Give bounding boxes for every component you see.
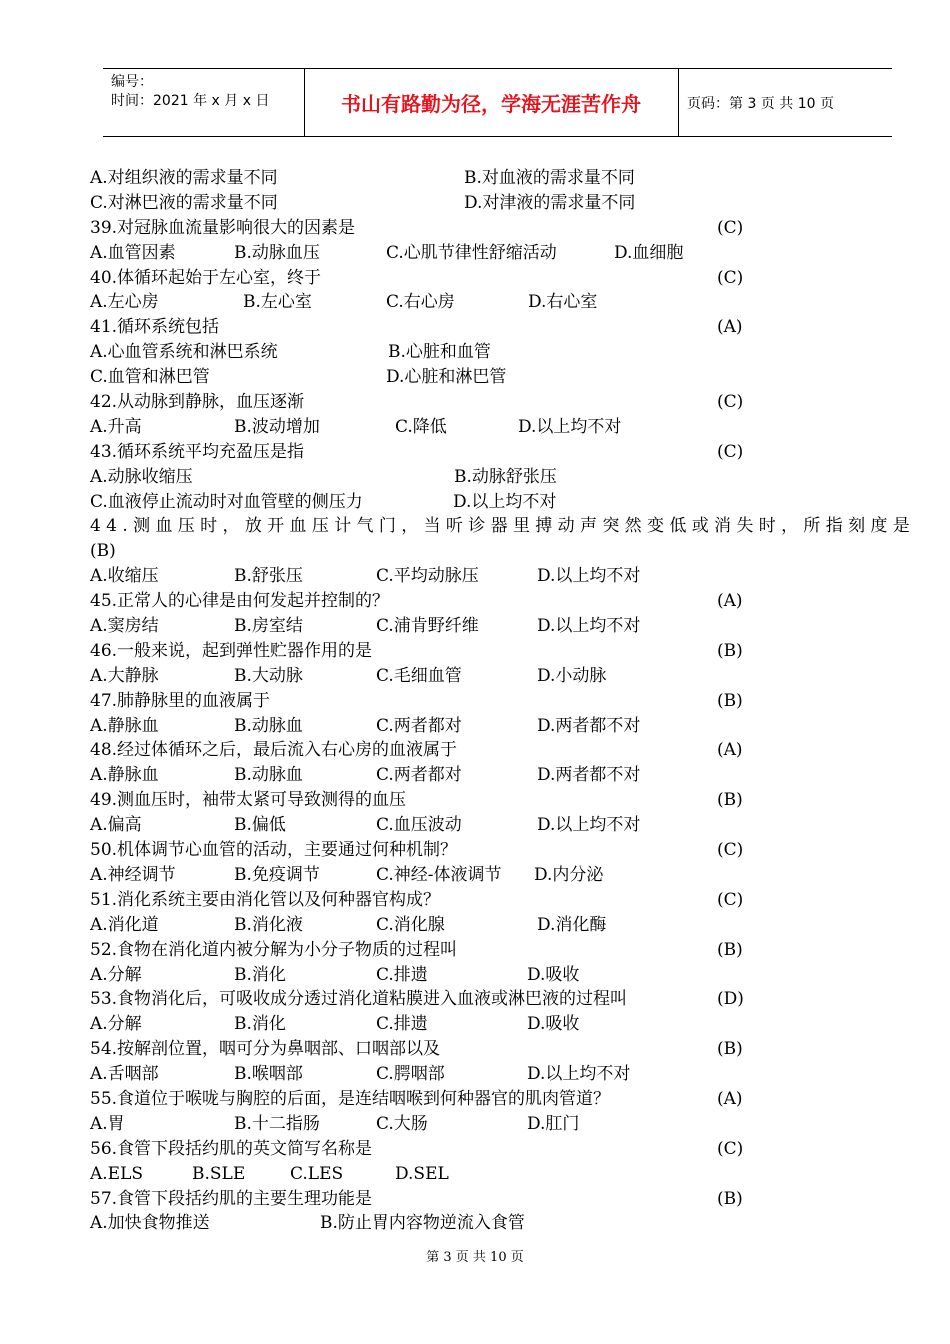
question-line [90, 564, 910, 589]
answer-label: (B) [717, 1188, 743, 1209]
question-line [90, 465, 910, 490]
line-text: D.以上均不对 [518, 416, 622, 437]
answer-label: (A) [717, 317, 743, 338]
line-text: A.ELS [90, 1163, 144, 1184]
line-text: 56.食管下段括约肌的英文简写名称是 [90, 1138, 373, 1159]
line-text: C.血管和淋巴管 [90, 367, 210, 388]
question-line [90, 664, 910, 689]
line-text: B.波动增加 [234, 416, 320, 437]
char: 放 [244, 516, 262, 537]
char: 动 [557, 516, 575, 537]
line-text: C.排遗 [376, 964, 428, 985]
line-text: A.血管因素 [90, 242, 176, 263]
line-text: 43.循环系统平均充盈压是指 [90, 441, 305, 462]
answer-label: (B) [717, 690, 743, 711]
question-line [90, 738, 910, 763]
char: 指 [825, 516, 843, 537]
line-text: D.以上均不对 [537, 815, 641, 836]
question-line [90, 216, 910, 241]
line-text: B.心脏和血管 [388, 342, 491, 363]
line-text: C.降低 [395, 416, 447, 437]
line-text: B.消化 [234, 1014, 286, 1035]
question-line [90, 440, 910, 465]
line-text: A.舌咽部 [90, 1064, 159, 1085]
question-line [90, 415, 910, 440]
question-line [90, 490, 910, 515]
line-text: B.动脉舒张压 [454, 466, 557, 487]
question-line [90, 1211, 910, 1236]
question-line [90, 1062, 910, 1087]
line-text: C.两者都对 [376, 715, 462, 736]
char: 器 [490, 516, 508, 537]
char: 失 [736, 516, 754, 537]
line-text: A.动脉收缩压 [90, 466, 193, 487]
line-text: B.免疫调节 [234, 864, 320, 885]
line-text: D.小动脉 [537, 665, 607, 686]
char: 或 [691, 516, 709, 537]
char: 气 [356, 516, 374, 537]
char: 刻 [848, 516, 866, 537]
char: 里 [512, 516, 530, 537]
line-text: D.内分泌 [534, 864, 604, 885]
answer-label: (B) [717, 640, 743, 661]
line-text: (B) [90, 541, 116, 562]
question-line [90, 1087, 910, 1112]
question-line [90, 863, 910, 888]
motto: 书山有路勤为径，学海无涯苦作舟 [341, 92, 641, 116]
line-text: B.动脉血 [234, 765, 303, 786]
line-text: 48.经过体循环之后，最后流入右心房的血液属于 [90, 740, 458, 761]
line-text: A.窦房结 [90, 616, 159, 637]
line-text: 46.一般来说，起到弹性贮器作用的是 [90, 640, 373, 661]
line-text: B.十二指肠 [234, 1113, 320, 1134]
char: 诊 [468, 516, 486, 537]
char: 4 [90, 516, 101, 537]
line-text: A.胃 [90, 1113, 125, 1134]
char: 度 [870, 516, 888, 537]
question-line [90, 514, 910, 539]
line-text: D.血细胞 [614, 242, 684, 263]
char: ， [222, 516, 240, 537]
line-text: A.静脉血 [90, 765, 159, 786]
question-line [90, 315, 910, 340]
line-text: B.防止胃内容物逆流入食管 [320, 1213, 525, 1234]
char: 是 [892, 516, 910, 537]
question-line [90, 788, 910, 813]
question-line [90, 689, 910, 714]
line-text: 52.食物在消化道内被分解为小分子物质的过程叫 [90, 939, 458, 960]
line-text: D.吸收 [527, 1014, 580, 1035]
char: 消 [714, 516, 732, 537]
char: 搏 [535, 516, 553, 537]
line-text: 54.按解剖位置，咽可分为鼻咽部、口咽部以及 [90, 1039, 441, 1060]
answer-label: (B) [717, 939, 743, 960]
line-text: A.对组织液的需求量不同 [90, 168, 278, 188]
answer-label: (B) [717, 1039, 743, 1060]
number-label: 编号： [111, 74, 153, 90]
line-text: B.舒张压 [234, 566, 303, 587]
line-text: A.消化道 [90, 914, 159, 935]
line-text: B.左心室 [243, 292, 312, 313]
char: 4 [106, 516, 117, 537]
question-line [90, 1137, 910, 1162]
line-text: D.以上均不对 [453, 491, 557, 512]
line-text: C.血压波动 [376, 815, 462, 836]
line-text: B.大动脉 [234, 665, 303, 686]
question-list [90, 166, 910, 1236]
line-text: 50.机体调节心血管的活动，主要通过何种机制？ [90, 840, 458, 861]
line-text: C.两者都对 [376, 765, 462, 786]
line-text: 57.食管下段括约肌的主要生理功能是 [90, 1188, 373, 1209]
line-text: C.排遗 [376, 1014, 428, 1035]
line-text: 39.对冠脉血流量影响很大的因素是 [90, 217, 356, 238]
page-header [103, 68, 892, 137]
line-text: A.分解 [90, 964, 142, 985]
question-line [90, 589, 910, 614]
char: 变 [647, 516, 664, 537]
line-text: A.升高 [90, 416, 142, 437]
question-line [90, 714, 910, 739]
line-text: D.吸收 [527, 964, 580, 985]
line-text: D.以上均不对 [537, 616, 641, 637]
line-text: 42.从动脉到静脉，血压逐渐 [90, 392, 305, 413]
question-line [90, 1012, 910, 1037]
line-text: B.动脉血 [234, 715, 303, 736]
line-text: B.喉咽部 [234, 1064, 303, 1085]
line-text: A.大静脉 [90, 665, 159, 686]
answer-label: (C) [717, 441, 744, 462]
char: ， [781, 516, 799, 537]
question-line [90, 813, 910, 838]
line-text: D.心脏和淋巴管 [386, 367, 507, 388]
char: 计 [334, 516, 352, 537]
question-line [90, 539, 910, 564]
divider [678, 69, 679, 136]
line-text: B.SLE [192, 1163, 246, 1184]
question-line [90, 266, 910, 291]
question-line [90, 241, 910, 266]
char: 血 [155, 516, 173, 537]
question-line [90, 166, 910, 191]
answer-label: (A) [717, 740, 743, 761]
question-line [90, 390, 910, 415]
answer-label: (A) [717, 591, 743, 612]
line-text: C.血液停止流动时对血管壁的侧压力 [90, 491, 363, 512]
answer-label: (A) [717, 1088, 743, 1109]
char: 血 [289, 516, 307, 537]
char: 压 [311, 516, 329, 537]
answer-label: (B) [717, 790, 743, 811]
question-line [90, 987, 910, 1012]
char: 压 [177, 516, 195, 537]
line-text: B.偏低 [234, 815, 286, 836]
char: 低 [669, 516, 687, 537]
line-text: D.对津液的需求量不同 [464, 192, 636, 213]
question-line [90, 191, 910, 216]
line-text: D.消化酶 [537, 914, 607, 935]
line-text: C.毛细血管 [376, 665, 462, 686]
time-label: 时间：2021 年 x 月 x 日 [111, 93, 270, 109]
line-text: D.两者都不对 [537, 765, 641, 786]
char: 当 [423, 516, 441, 537]
line-text: B.对血液的需求量不同 [464, 168, 635, 188]
char: 开 [267, 516, 285, 537]
line-text: 55.食道位于喉咙与胸腔的后面，是连结咽喉到何种器官的肌肉管道？ [90, 1088, 611, 1109]
line-text: C.右心房 [386, 292, 455, 313]
line-text: 45.正常人的心律是由何发起并控制的？ [90, 591, 390, 612]
line-text: 41.循环系统包括 [90, 317, 220, 338]
question-line [90, 1112, 910, 1137]
line-text: 47.肺静脉里的血液属于 [90, 690, 271, 711]
line-text: A.收缩压 [90, 566, 159, 587]
line-text: C.对淋巴液的需求量不同 [90, 192, 278, 213]
line-text: 51.消化系统主要由消化管以及何种器官构成？ [90, 889, 441, 910]
answer-label: (D) [717, 989, 744, 1010]
line-text: 40.体循环起始于左心室，终于 [90, 267, 322, 288]
line-text: C.腭咽部 [376, 1064, 445, 1085]
line-text: C.浦肯野纤维 [376, 616, 479, 637]
char: 突 [602, 516, 620, 537]
question-line [90, 614, 910, 639]
answer-label: (C) [717, 840, 744, 861]
line-text: C.平均动脉压 [376, 566, 479, 587]
char: 所 [803, 516, 821, 537]
char: 听 [445, 516, 463, 537]
line-text: C.LES [290, 1163, 344, 1184]
question-line [90, 1037, 910, 1062]
question-line [90, 1187, 910, 1212]
char: 然 [624, 516, 642, 537]
question-line [90, 938, 910, 963]
line-text: C.消化腺 [376, 914, 445, 935]
char: 声 [579, 516, 597, 537]
page-info: 页码：第 3 页 共 10 页 [687, 95, 834, 112]
line-text: 49.测血压时，袖带太紧可导致测得的血压 [90, 790, 407, 811]
line-text: 53.食物消化后，可吸收成分透过消化道粘膜进入血液或淋巴液的过程叫 [90, 989, 628, 1010]
line-text: D.以上均不对 [537, 566, 641, 587]
answer-label: (C) [717, 1138, 744, 1159]
question-line [90, 290, 910, 315]
char: ， [401, 516, 419, 537]
question-line [90, 1162, 910, 1187]
answer-label: (C) [717, 392, 744, 413]
char: 时 [758, 516, 776, 537]
line-text: B.动脉血压 [234, 242, 320, 263]
line-text: D.以上均不对 [527, 1064, 631, 1085]
line-text: C.心肌节律性舒缩活动 [386, 242, 557, 263]
question-line [90, 838, 910, 863]
line-text: A.加快食物推送 [90, 1213, 210, 1234]
question-line [90, 340, 910, 365]
line-text: A.左心房 [90, 292, 159, 313]
char: 门 [378, 516, 396, 537]
question-line [90, 913, 910, 938]
line-text: A.分解 [90, 1014, 142, 1035]
question-line [90, 963, 910, 988]
line-text: D.SEL [395, 1163, 449, 1184]
answer-label: (C) [717, 267, 744, 288]
header-meta [111, 73, 269, 111]
answer-label: (C) [717, 889, 744, 910]
char: 测 [133, 516, 151, 537]
question-line [90, 888, 910, 913]
question-line [90, 365, 910, 390]
page-footer: 第 3 页 共 10 页 [426, 1250, 524, 1265]
line-text: B.消化液 [234, 914, 303, 935]
line-text: D.两者都不对 [537, 715, 641, 736]
question-line [90, 639, 910, 664]
answer-label: (C) [717, 217, 744, 238]
line-text: A.静脉血 [90, 715, 159, 736]
line-text: B.消化 [234, 964, 286, 985]
line-text: D.肛门 [527, 1113, 580, 1134]
line-text: C.大肠 [376, 1113, 428, 1134]
char: . [122, 516, 128, 537]
line-text: A.偏高 [90, 815, 142, 836]
question-line [90, 763, 910, 788]
line-text: A.神经调节 [90, 864, 176, 885]
char: 时 [200, 516, 218, 537]
line-text: C.神经-体液调节 [376, 864, 502, 885]
line-text: D.右心室 [528, 292, 598, 313]
line-text: B.房室结 [234, 616, 303, 637]
line-text: A.心血管系统和淋巴系统 [90, 342, 278, 363]
